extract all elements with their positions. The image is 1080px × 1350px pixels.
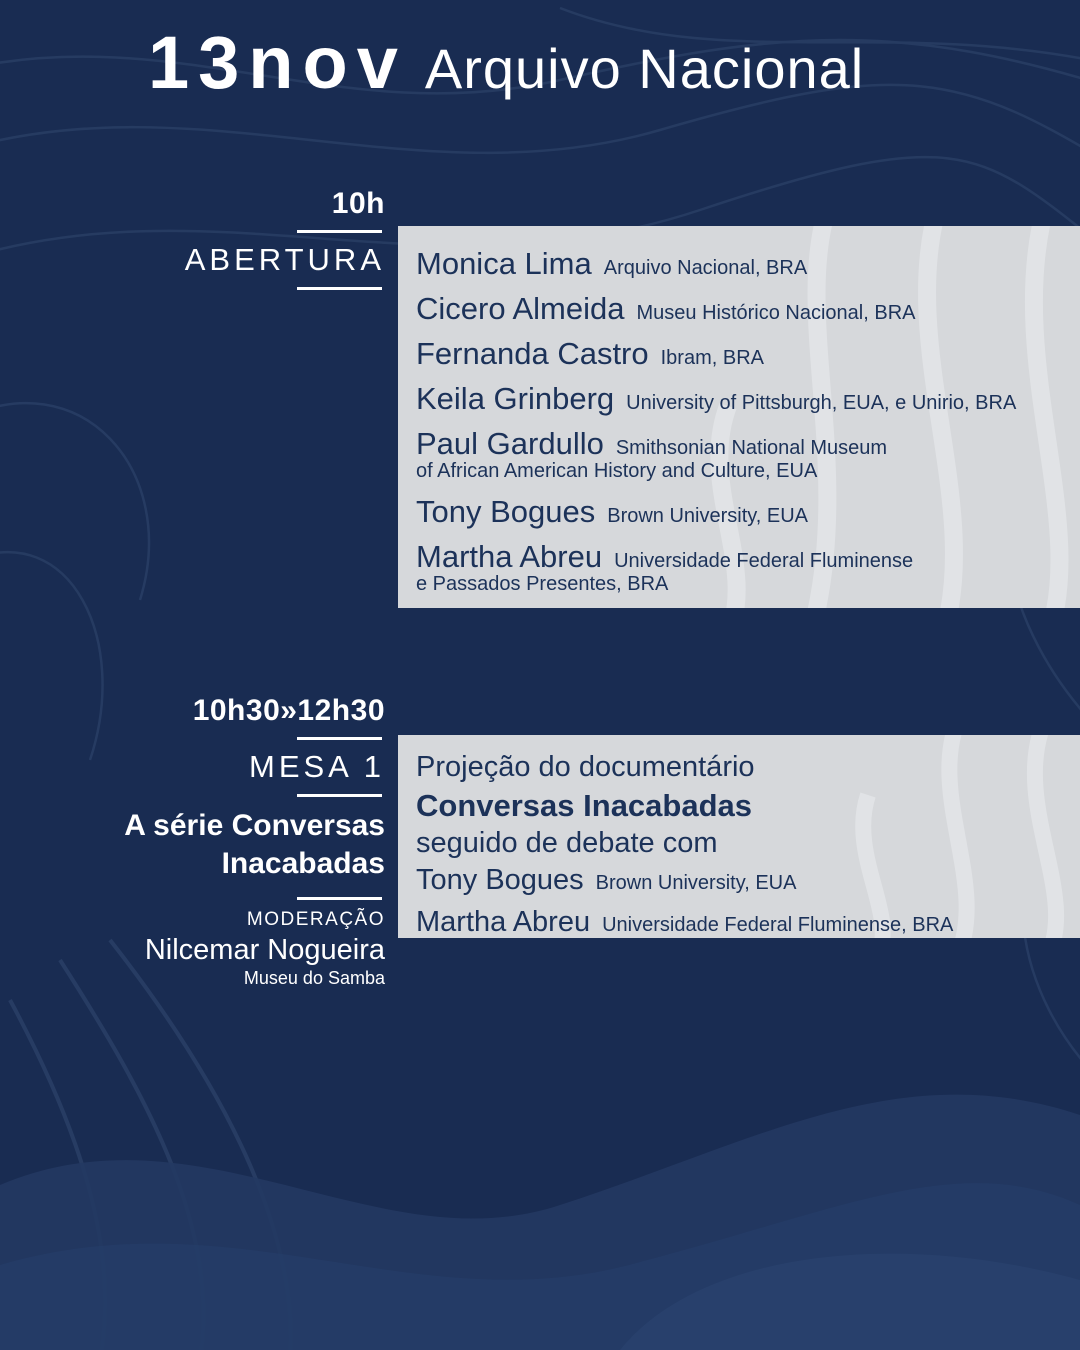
speaker-row	[416, 862, 1060, 904]
header	[148, 21, 865, 104]
speaker-name: Martha Abreu	[416, 906, 591, 938]
speaker-affiliation: Arquivo Nacional, BRA	[603, 257, 808, 279]
speaker-affiliation: Ibram, BRA	[660, 347, 764, 369]
speaker-name: Martha Abreu	[416, 539, 603, 574]
speaker-affiliation: Brown University, EUA	[607, 505, 809, 527]
speaker-name: Tony Bogues	[416, 494, 596, 529]
session1-time: 10h	[331, 187, 385, 220]
session1-schedule	[0, 188, 385, 300]
speaker-affiliation: Brown University, EUA	[595, 872, 797, 894]
screening-intro-line: Projeção do documentário	[416, 751, 755, 783]
speaker-affiliation: Museu Histórico Nacional, BRA	[636, 302, 916, 324]
speaker-row	[416, 904, 1060, 938]
moderator-name: Nilcemar Nogueira	[144, 934, 385, 966]
speaker-row	[416, 246, 1060, 282]
divider-rule	[297, 737, 382, 740]
session2-time: 10h30»12h30	[192, 694, 385, 727]
speaker-affiliation: University of Pittsburgh, EUA, e Unirio, BRA	[626, 392, 1017, 414]
divider-rule	[297, 794, 382, 797]
speaker-row	[416, 494, 1060, 530]
film-title: Conversas Inacabadas	[416, 788, 753, 823]
speaker-name: Paul Gardullo	[416, 426, 604, 461]
speaker-row	[416, 291, 1060, 327]
session2-title: MESA 1	[249, 749, 385, 784]
divider-rule	[297, 230, 382, 233]
divider-rule	[297, 897, 382, 900]
session2-subtitle-line1: A série Conversas	[124, 809, 385, 842]
speaker-name: Fernanda Castro	[416, 336, 649, 371]
moderation-label: MODERAÇÃO	[246, 909, 385, 930]
speaker-row	[416, 539, 1060, 575]
speaker-row	[416, 381, 1060, 417]
event-venue: Arquivo Nacional	[424, 37, 865, 100]
speaker-affiliation-continued: of African American History and Culture, EUA	[416, 460, 818, 482]
event-date: 13nov	[148, 21, 407, 104]
divider-rule	[297, 287, 382, 290]
speaker-affiliation-continued: e Passados Presentes, BRA	[416, 573, 669, 595]
speaker-name: Cicero Almeida	[416, 291, 625, 326]
session2-program-panel	[398, 735, 1080, 938]
session1-speakers-panel	[398, 226, 1080, 608]
speaker-affiliation: Smithsonian National Museum	[615, 437, 888, 459]
session1-title: ABERTURA	[184, 242, 385, 277]
screening-intro-line: seguido de debate com	[416, 827, 718, 859]
speaker-affiliation: Universidade Federal Fluminense	[614, 550, 914, 572]
session2-subtitle-line2: Inacabadas	[221, 847, 385, 880]
speaker-name: Monica Lima	[416, 246, 592, 281]
session2-subtitle	[0, 807, 385, 883]
speaker-name: Keila Grinberg	[416, 381, 615, 416]
session2-schedule	[0, 695, 385, 989]
speaker-affiliation: Universidade Federal Fluminense, BRA	[602, 914, 954, 936]
speaker-name: Tony Bogues	[416, 864, 584, 896]
moderator-affiliation: Museu do Samba	[243, 968, 385, 988]
speaker-row	[416, 336, 1060, 372]
speaker-row	[416, 426, 1060, 462]
